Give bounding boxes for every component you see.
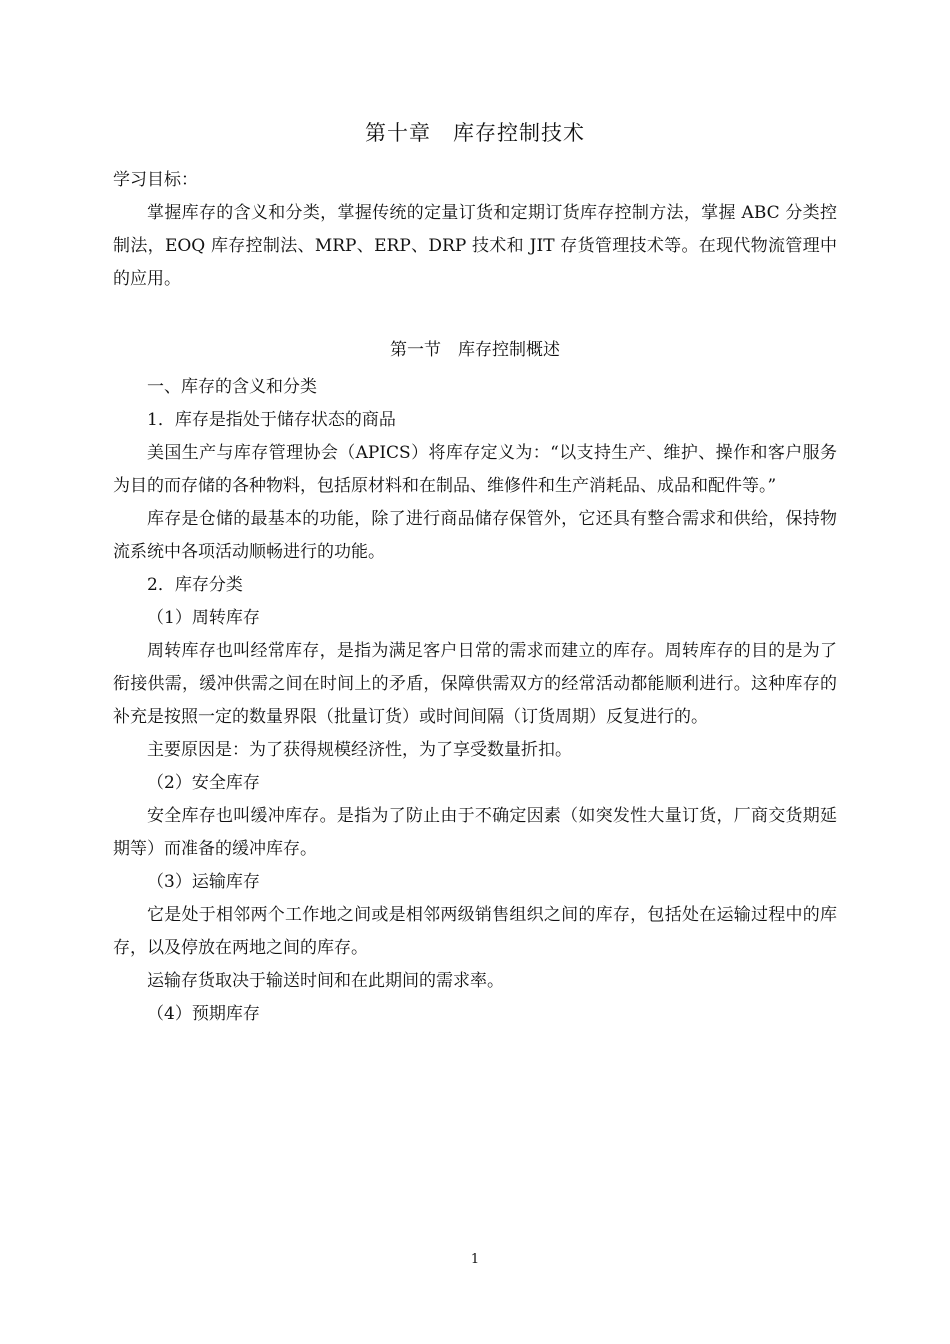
- subheading-inventory-definition: 1．库存是指处于储存状态的商品: [147, 410, 396, 430]
- objectives-text: 掌握库存的含义和分类，掌握传统的定量订货和定期订货库存控制方法，掌握 ABC 分类控制法，EOQ 库存控制法、MRP、ERP、DRP 技术和 JIT 存货管理技术等。在现代物流管理中的应用。: [113, 203, 837, 289]
- objectives-label: 学习目标：: [113, 170, 198, 190]
- paragraph-cycle-stock: 周转库存也叫经常库存，是指为满足客户日常的需求而建立的库存。周转库存的目的是为了衔接供需，缓冲供需之间在时间上的矛盾，保障供需双方的经常活动都能顺利进行。这种库存的补充是按照一定的数量界限（批量订货）或时间间隔（订货周期）反复进行的。: [113, 641, 837, 727]
- subheading-inventory-classification: 2．库存分类: [147, 575, 243, 595]
- chapter-title: 第十章 库存控制技术: [365, 121, 585, 145]
- paragraph-inventory-function: 库存是仓储的最基本的功能，除了进行商品储存保管外，它还具有整合需求和供给，保持物流系统中各项活动顺畅进行的功能。: [113, 509, 837, 562]
- section-title: 第一节 库存控制概述: [390, 340, 560, 360]
- paragraph-transit-demand: 运输存货取决于输送时间和在此期间的需求率。: [147, 971, 504, 991]
- paragraph-main-reasons: 主要原因是：为了获得规模经济性，为了享受数量折扣。: [147, 740, 572, 760]
- paragraph-safety-stock: 安全库存也叫缓冲库存。是指为了防止由于不确定因素（如突发性大量订货，厂商交货期延期等）而准备的缓冲库存。: [113, 806, 837, 859]
- paragraph-apics-definition: 美国生产与库存管理协会（APICS）将库存定义为：“以支持生产、维护、操作和客户服务为目的而存储的各种物料，包括原材料和在制品、维修件和生产消耗品、成品和配件等。”: [113, 443, 837, 496]
- page-number: 1: [470, 1252, 480, 1267]
- heading-inventory-meaning: 一、库存的含义和分类: [147, 377, 317, 397]
- item-cycle-stock: （1）周转库存: [147, 608, 260, 628]
- item-anticipation-stock: （4）预期库存: [147, 1004, 260, 1024]
- item-transit-stock: （3）运输库存: [147, 872, 260, 892]
- page-content: [113, 116, 837, 1031]
- paragraph-transit-stock: 它是处于相邻两个工作地之间或是相邻两级销售组织之间的库存，包括处在运输过程中的库存，以及停放在两地之间的库存。: [113, 905, 837, 958]
- item-safety-stock: （2）安全库存: [147, 773, 260, 793]
